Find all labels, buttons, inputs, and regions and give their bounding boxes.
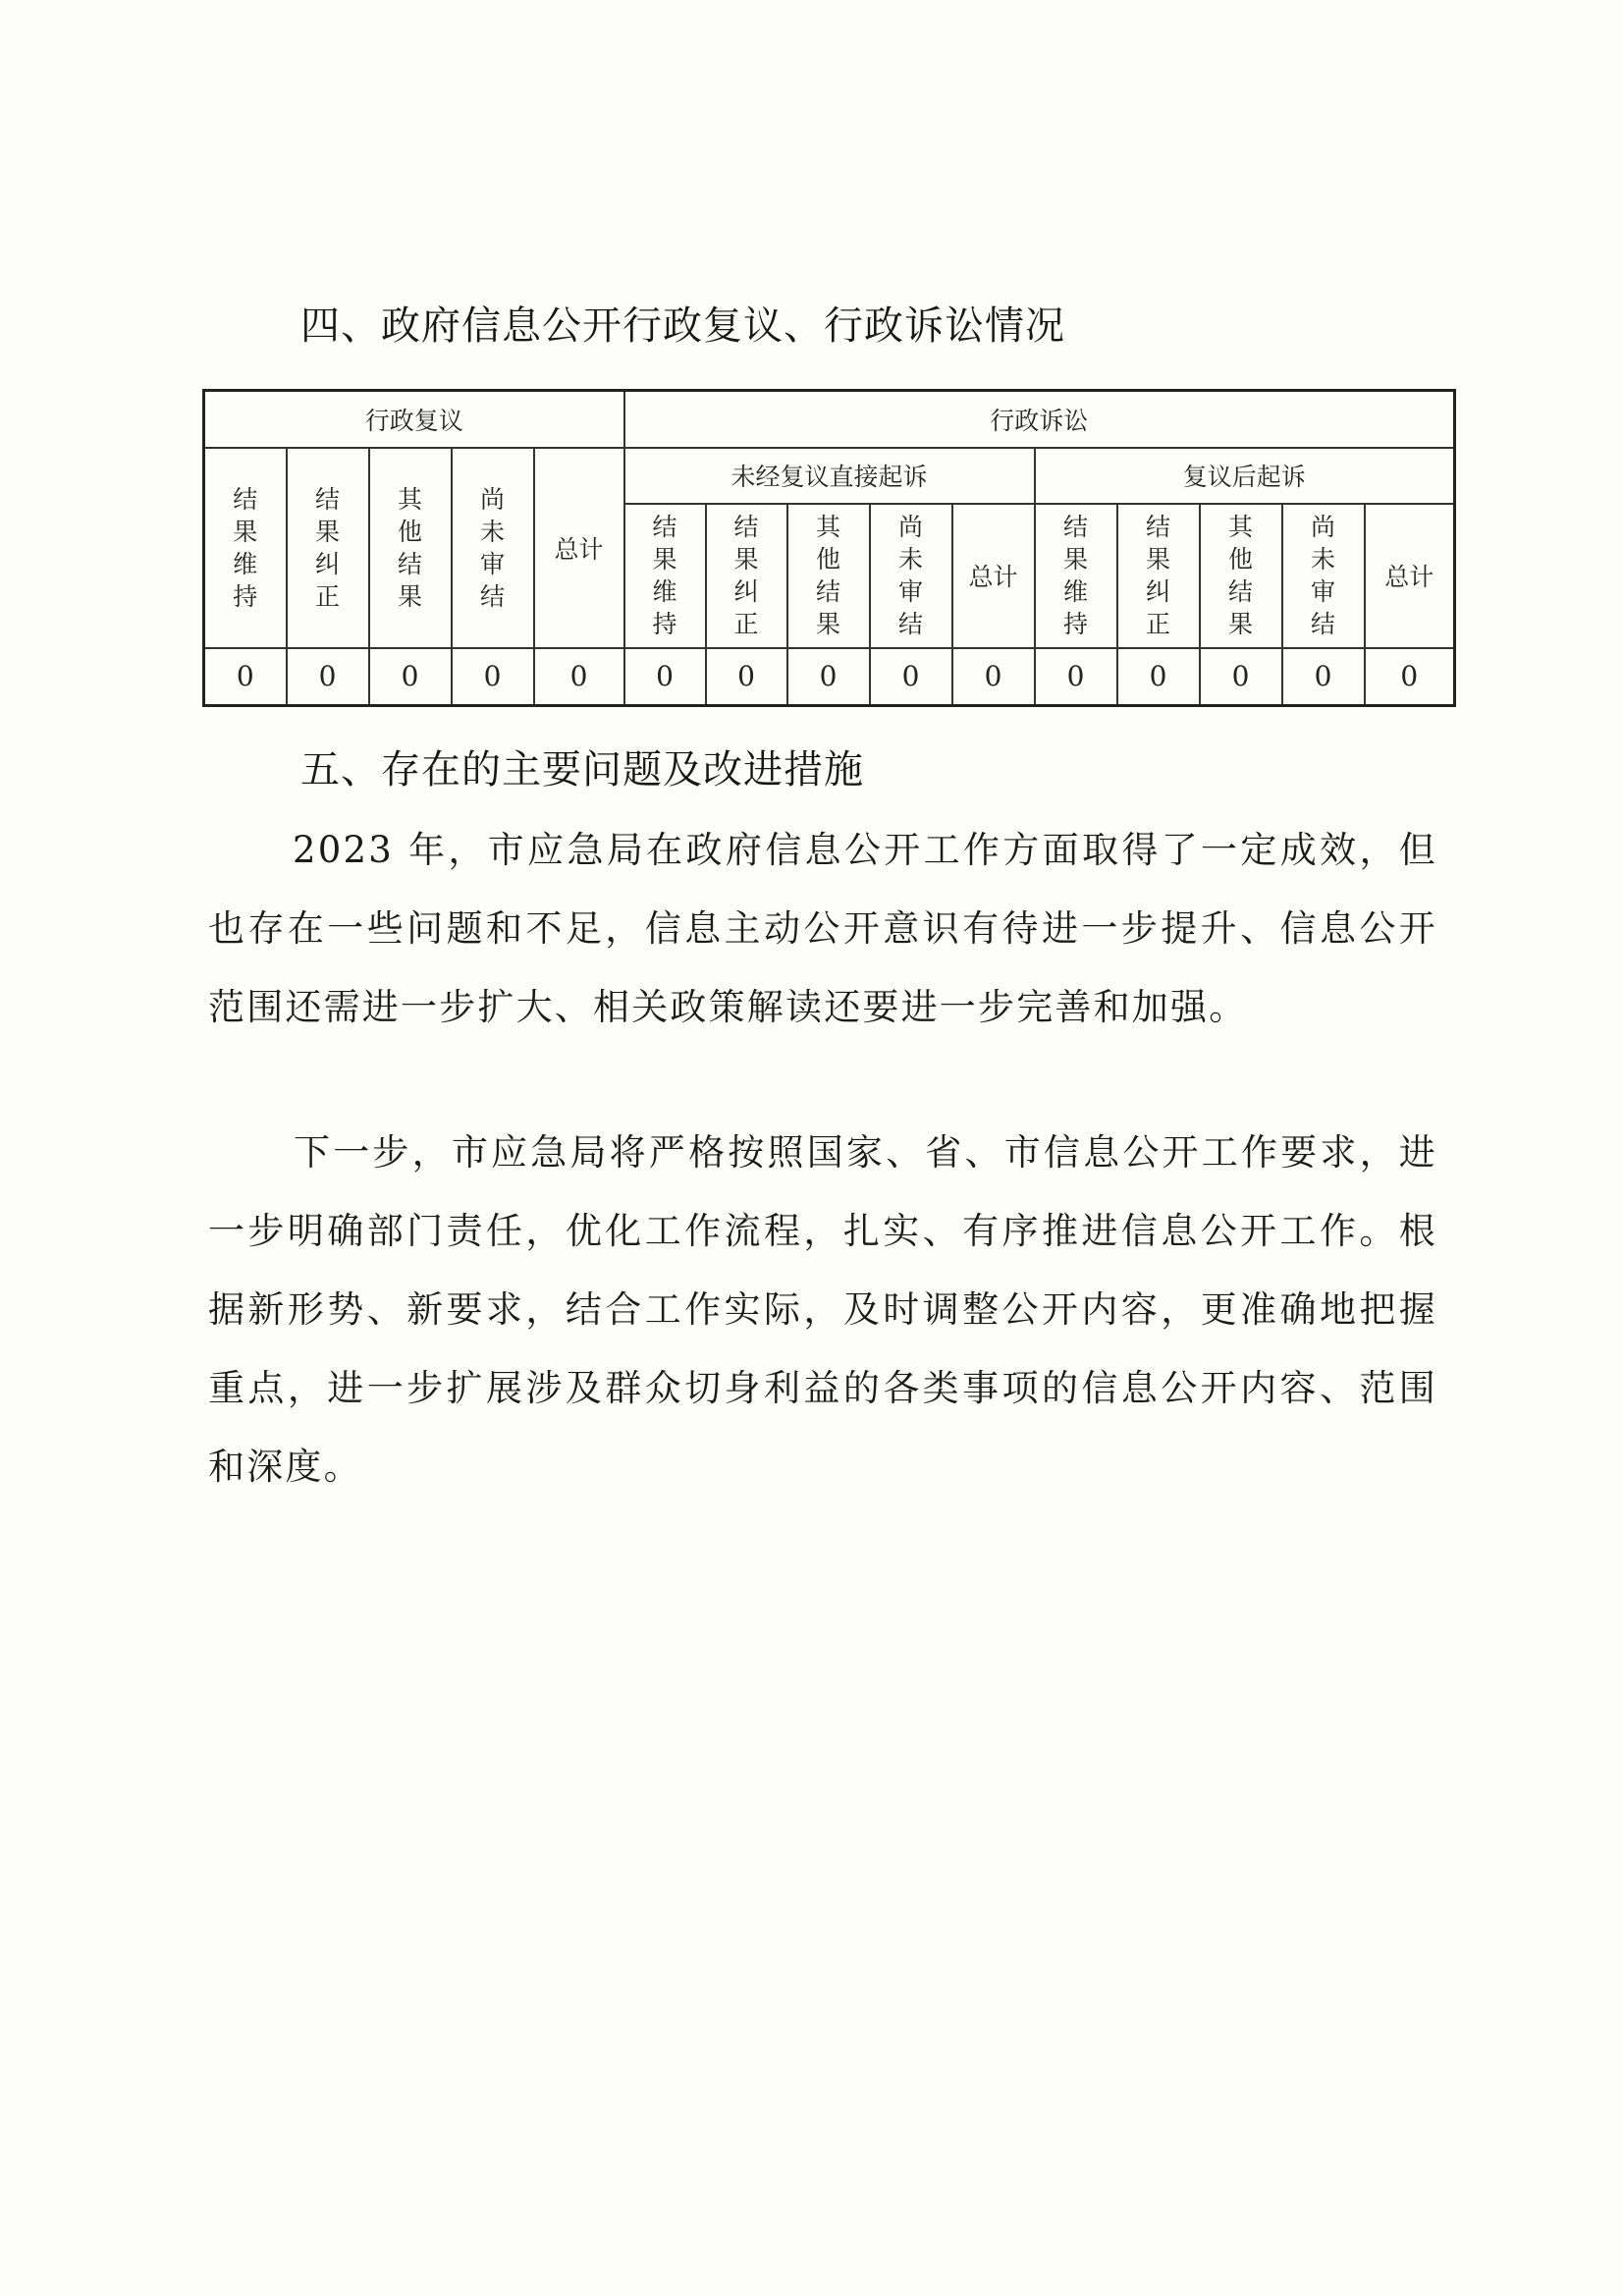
header-reconsideration: 行政复议 — [204, 391, 624, 449]
section-5-heading: 五、存在的主要问题及改进措施 — [300, 747, 864, 793]
value-cell: 0 — [952, 648, 1035, 706]
value-cell: 0 — [1117, 648, 1200, 706]
value-cell: 0 — [787, 648, 870, 706]
col-header-pending: 尚 未 审 结 — [1282, 504, 1365, 648]
subheader-direct-suit: 未经复议直接起诉 — [624, 448, 1035, 504]
value-cell: 0 — [1200, 648, 1282, 706]
value-cell: 0 — [1365, 648, 1455, 706]
value-cell: 0 — [1035, 648, 1117, 706]
value-cell: 0 — [624, 648, 706, 706]
col-header-result-corrected: 结 果 纠 正 — [706, 504, 787, 648]
col-header-result-upheld: 结 果 维 持 — [204, 448, 287, 648]
col-header-result-upheld: 结 果 维 持 — [624, 504, 706, 648]
col-header-result-upheld: 结 果 维 持 — [1035, 504, 1117, 648]
reconsideration-litigation-table — [202, 389, 1456, 707]
col-header-other-result: 其 他 结 果 — [369, 448, 452, 648]
header-litigation: 行政诉讼 — [624, 391, 1455, 449]
value-cell: 0 — [706, 648, 787, 706]
value-cell: 0 — [1282, 648, 1365, 706]
value-cell: 0 — [534, 648, 624, 706]
value-cell: 0 — [452, 648, 534, 706]
value-cell: 0 — [204, 648, 287, 706]
col-header-result-corrected: 结 果 纠 正 — [287, 448, 369, 648]
col-header-result-corrected: 结 果 纠 正 — [1117, 504, 1200, 648]
value-cell: 0 — [369, 648, 452, 706]
col-header-other-result: 其 他 结 果 — [1200, 504, 1282, 648]
col-header-total: 总计 — [1365, 504, 1455, 648]
col-header-total: 总计 — [952, 504, 1035, 648]
subheader-suit-after-reconsideration: 复议后起诉 — [1035, 448, 1455, 504]
col-header-pending: 尚 未 审 结 — [870, 504, 952, 648]
col-header-total: 总计 — [534, 448, 624, 648]
value-cell: 0 — [287, 648, 369, 706]
col-header-pending: 尚 未 审 结 — [452, 448, 534, 648]
paragraph-problems-text: 2023 年，市应急局在政府信息公开工作方面取得了一定成效，但也存在一些问题和不足，信息主动公开意识有待进一步提升、信息公开范围还需进一步扩大、相关政策解读还要进一步完善和加强。 — [208, 829, 1437, 1028]
col-header-other-result: 其 他 结 果 — [787, 504, 870, 648]
paragraph-next-steps-text: 下一步，市应急局将严格按照国家、省、市信息公开工作要求，进一步明确部门责任，优化工作流程，扎实、有序推进信息公开工作。根据新形势、新要求，结合工作实际，及时调整公开内容，更准确地把握重点，进一步扩展涉及群众切身利益的各类事项的信息公开内容、范围和深度。 — [208, 1131, 1437, 1488]
value-cell: 0 — [870, 648, 952, 706]
paragraph-problems — [208, 811, 1437, 1047]
section-4-heading: 四、政府信息公开行政复议、行政诉讼情况 — [300, 303, 1065, 349]
paragraph-next-steps — [208, 1114, 1437, 1506]
